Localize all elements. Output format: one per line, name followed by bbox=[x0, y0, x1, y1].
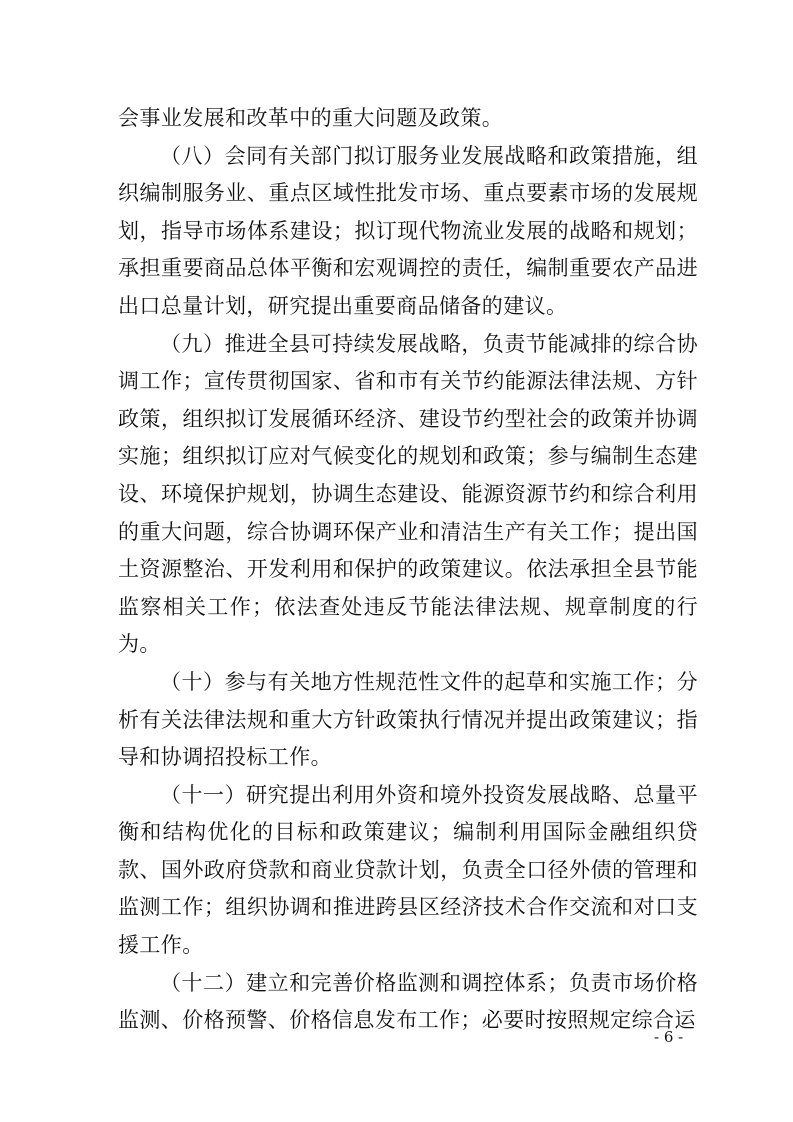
paragraph-item-10: （十）参与有关地方性规范性文件的起草和实施工作；分析有关法律法规和重大方针政策执行情况并提出政策建议；指导和协调招投标工作。 bbox=[118, 669, 698, 770]
paragraph-continuation: 会事业发展和改革中的重大问题及政策。 bbox=[118, 106, 504, 130]
paragraph-item-11: （十一）研究提出利用外资和境外投资发展战略、总量平衡和结构优化的目标和政策建议；编制利用国际金融组织贷款、国外政府贷款和商业贷款计划，负责全口径外债的管理和监测工作；组织协调和推进跨县区经济技术合作交流和对口支援工作。 bbox=[118, 782, 698, 958]
document-body bbox=[118, 100, 698, 1040]
paragraph-item-9: （九）推进全县可持续发展战略，负责节能减排的综合协调工作；宣传贯彻国家、省和市有关节约能源法律法规、方针政策，组织拟订发展循环经济、建设节约型社会的政策并协调实施；组织拟订应对气候变化的规划和政策；参与编制生态建设、环境保护规划，协调生态建设、能源资源节约和综合利用的重大问题，综合协调环保产业和清洁生产有关工作；提出国土资源整治、开发利用和保护的政策建议。依法承担全县节能监察相关工作；依法查处违反节能法律法规、规章制度的行为。 bbox=[118, 331, 698, 657]
paragraph-item-8: （八）会同有关部门拟订服务业发展战略和政策措施，组织编制服务业、重点区域性批发市场、重点要素市场的发展规划，指导市场体系建设；拟订现代物流业发展的战略和规划；承担重要商品总体平衡和宏观调控的责任，编制重要农产品进出口总量计划，研究提出重要商品储备的建议。 bbox=[118, 143, 698, 318]
page-number: - 6 - bbox=[654, 1028, 684, 1046]
paragraph-item-12: （十二）建立和完善价格监测和调控体系；负责市场价格监测、价格预警、价格信息发布工作；必要时按照规定综合运 bbox=[118, 970, 698, 1033]
